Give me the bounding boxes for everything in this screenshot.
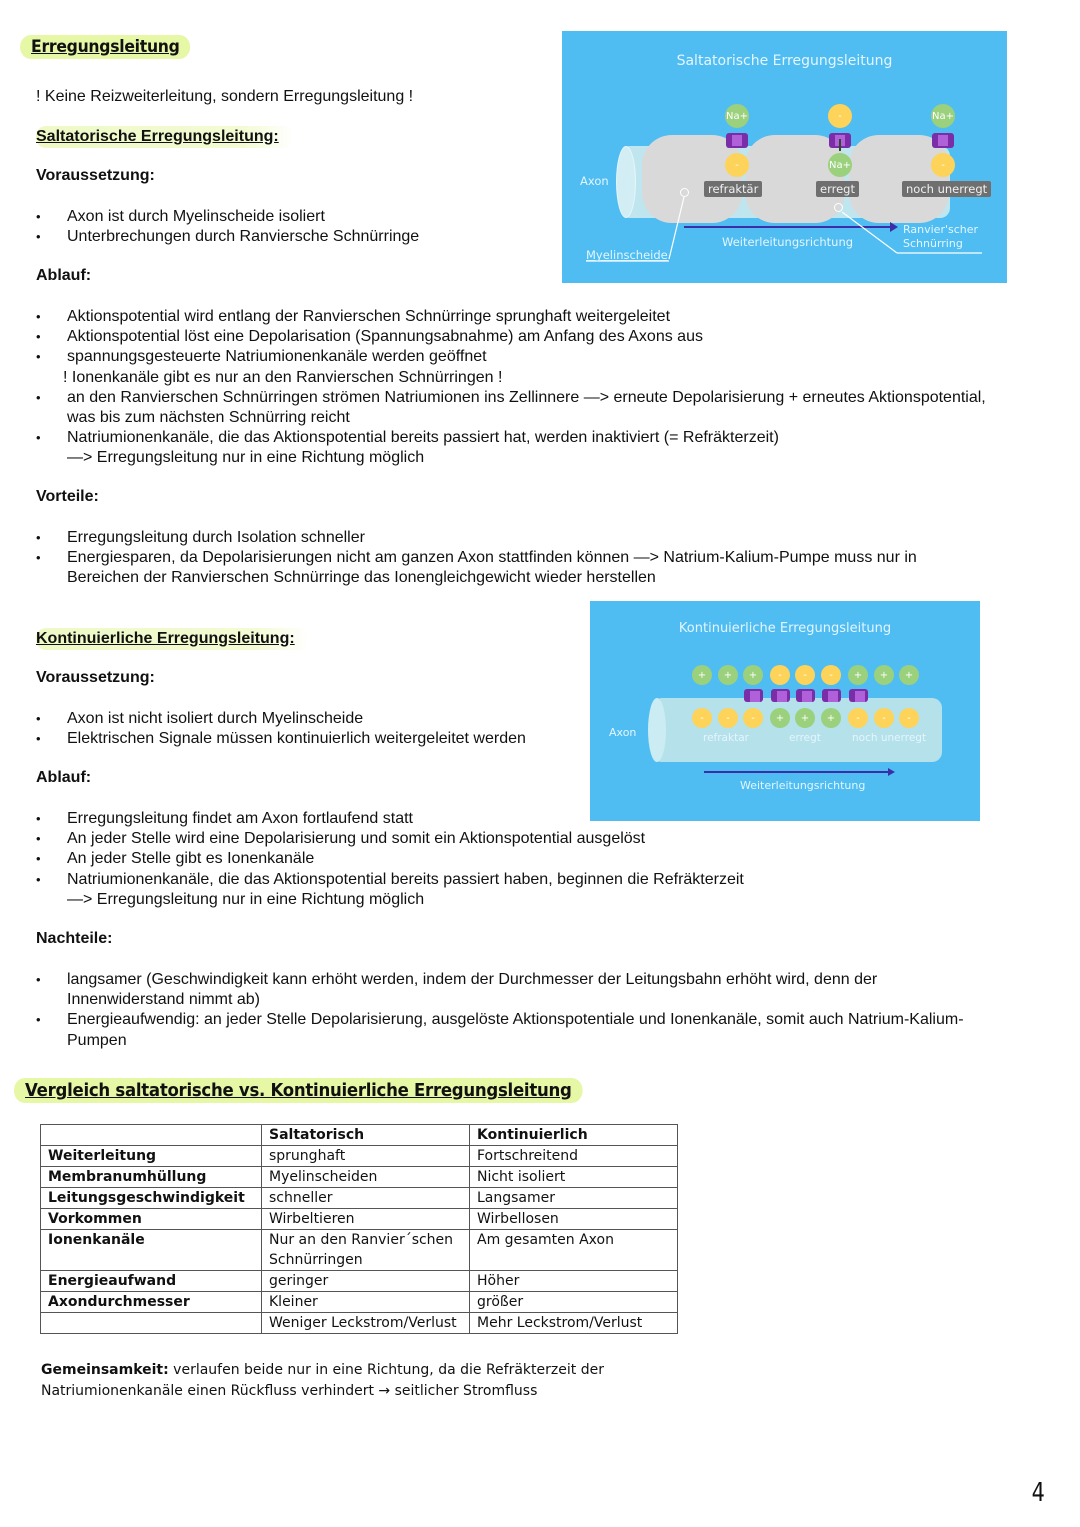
table-header-cell: Kontinuierlich	[470, 1125, 678, 1146]
table-cell: Nur an den Ranvier´schen Schnürringen	[262, 1230, 470, 1271]
row-header	[41, 1313, 262, 1334]
table-row	[41, 1188, 678, 1209]
list-item: • An jeder Stelle wird eine Depolarisierung und somit ein Aktionspotential ausgelöst	[36, 829, 744, 849]
table-cell: Mehr Leckstrom/Verlust	[470, 1313, 678, 1334]
sodium-ion: Na+	[725, 104, 749, 128]
list-item-line: —> Erregungsleitung nur in eine Richtung möglich	[67, 890, 425, 908]
table-header-cell	[41, 1125, 262, 1146]
table-cell: Weniger Leckstrom/Verlust	[262, 1313, 470, 1334]
list-item	[36, 970, 964, 1010]
page-title: Erregungsleitung	[20, 35, 191, 59]
table-cell: schneller	[262, 1188, 470, 1209]
list-item: • Aktionspotential wird entlang der Ranvierschen Schnürringe sprunghaft weitergeleitet	[36, 307, 986, 327]
table-cell: Wirbellosen	[470, 1209, 678, 1230]
list-item: • Erregungsleitung durch Isolation schneller	[36, 528, 917, 548]
kontinuierlich-ablauf-label: Ablauf:	[36, 769, 92, 786]
table-cell: Myelinscheiden	[262, 1167, 470, 1188]
ion-channel-icon	[771, 689, 790, 702]
list-item	[36, 428, 986, 468]
table-cell: Höher	[470, 1271, 678, 1292]
saltatorisch-vorteile-label: Vorteile:	[36, 488, 99, 505]
row-header: Leitungsgeschwindigkeit	[41, 1188, 262, 1209]
kontinuierlich-voraussetzung-list	[36, 709, 526, 749]
row-header: Ionenkanäle	[41, 1230, 262, 1271]
positive-ion: +	[821, 708, 841, 728]
table-cell: Nicht isoliert	[470, 1167, 678, 1188]
ion-channel-icon	[849, 689, 868, 702]
axon-label: Axon	[580, 174, 609, 188]
row-header: Membranumhüllung	[41, 1167, 262, 1188]
direction-arrow-icon	[704, 771, 890, 773]
arrow-head-icon	[888, 768, 895, 776]
table-cell: größer	[470, 1292, 678, 1313]
ion-channel-icon	[744, 689, 763, 702]
negative-ion: -	[692, 708, 712, 728]
list-item: • Unterbrechungen durch Ranviersche Schnürringe	[36, 227, 419, 247]
positive-ion: +	[718, 665, 738, 685]
table-row	[41, 1313, 678, 1334]
negative-ion: -	[795, 665, 815, 685]
gemeinsamkeit-text: verlaufen beide nur in eine Richtung, da die Refräkterzeit der Natriumionenkanäle einen Rückfluss verhindert → seitlicher Stromfluss	[41, 1362, 604, 1399]
ion-channel-icon	[796, 689, 815, 702]
table-cell: Fortschreitend	[470, 1146, 678, 1167]
axon-tube	[652, 698, 942, 762]
state-refraktaer: refraktär	[704, 181, 762, 197]
table-row	[41, 1209, 678, 1230]
state-refraktar: refraktar	[703, 732, 749, 744]
list-item	[36, 548, 917, 588]
table-cell: sprunghaft	[262, 1146, 470, 1167]
axon-label: Axon	[609, 726, 637, 739]
intro-note: ! Keine Reizweiterleitung, sondern Erregungsleitung !	[36, 88, 414, 105]
negative-ion: -	[899, 708, 919, 728]
list-item: • Erregungsleitung findet am Axon fortlaufend statt	[36, 809, 744, 829]
table-row	[41, 1167, 678, 1188]
negative-ion: -	[743, 708, 763, 728]
ion-channel-icon	[822, 689, 841, 702]
list-item	[36, 870, 744, 910]
state-erregt: erregt	[816, 181, 859, 197]
list-item-line: was bis zum nächsten Schnürring reicht	[67, 409, 350, 427]
list-item: • spannungsgesteuerte Natriumionenkanäle werden geöffnet	[36, 347, 986, 367]
kontinuierlich-voraussetzung-label: Voraussetzung:	[36, 669, 155, 686]
row-header: Axondurchmesser	[41, 1292, 262, 1313]
list-item-line: Innenwiderstand nimmt ab)	[67, 991, 260, 1009]
page-number: 4	[1031, 1478, 1045, 1508]
row-header: Weiterleitung	[41, 1146, 262, 1167]
sodium-ion: Na+	[931, 104, 955, 128]
positive-ion: +	[692, 665, 712, 685]
list-item-line: • Energiesparen, da Depolarisierungen nicht am ganzen Axon stattfinden können —> Natrium-Kalium-Pumpe muss nur in	[67, 549, 917, 567]
positive-ion: +	[770, 708, 790, 728]
table-header-row	[41, 1125, 678, 1146]
list-item	[36, 1010, 964, 1050]
diagram-title: Saltatorische Erregungsleitung	[676, 53, 893, 69]
negative-ion: -	[725, 153, 749, 177]
list-item-line: • Natriumionenkanäle, die das Aktionspotential bereits passiert hat, werden inaktiviert (= Refräkterzeit)	[67, 429, 779, 447]
table-cell: Wirbeltieren	[262, 1209, 470, 1230]
saltatorische-diagram	[562, 31, 1007, 283]
list-item-line: • Energieaufwendig: an jeder Stelle Depolarisierung, ausgelöste Aktionspotentiale und Ionenkanäle, somit auch Natrium-Kalium-	[67, 1011, 964, 1029]
list-item: • Elektrischen Signale müssen kontinuierlich weitergeleitet werden	[36, 729, 526, 749]
list-item-line: • Natriumionenkanäle, die das Aktionspotential bereits passiert haben, beginnen die Refräkterzeit	[67, 870, 744, 888]
list-item: • Axon ist nicht isoliert durch Myelinscheide	[36, 709, 526, 729]
saltatorisch-ablauf-label: Ablauf:	[36, 267, 92, 284]
negative-ion: -	[874, 708, 894, 728]
comparison-table	[40, 1124, 678, 1334]
kontinuierlich-ablauf-list	[36, 809, 744, 910]
table-header-cell: Saltatorisch	[262, 1125, 470, 1146]
table-row	[41, 1271, 678, 1292]
node-label-2: Schnürring	[903, 237, 963, 250]
table-row	[41, 1146, 678, 1167]
state-noch-unerregt: noch unerregt	[852, 732, 927, 744]
row-header: Vorkommen	[41, 1209, 262, 1230]
list-item-line: Pumpen	[67, 1031, 127, 1049]
node-label-1: Ranvier'scher	[903, 223, 979, 236]
state-noch-unerregt: noch unerregt	[902, 181, 991, 197]
positive-ion: +	[743, 665, 763, 685]
saltatorisch-voraussetzung-list	[36, 207, 419, 247]
gemeinsamkeit	[41, 1360, 681, 1402]
kontinuierliche-diagram	[590, 601, 980, 821]
list-item-line: • langsamer (Geschwindigkeit kann erhöht werden, indem der Durchmesser der Leitungsbahn erhöht wird, denn der	[67, 971, 878, 988]
saltatorisch-heading: Saltatorische Erregungsleitung:	[36, 126, 293, 148]
saltatorisch-vorteile-list	[36, 528, 917, 589]
list-note: ! Ionenkanäle gibt es nur an den Ranvierschen Schnürringen !	[63, 368, 503, 386]
table-cell: Kleiner	[262, 1292, 470, 1313]
list-item-line: • an den Ranvierschen Schnürringen strömen Natriumionen ins Zellinnere —> erneute Depolarisierung + erneutes Aktionspotential,	[67, 388, 986, 406]
list-item: • Aktionspotential löst eine Depolarisation (Spannungsabnahme) am Anfang des Axons aus	[36, 327, 986, 347]
sodium-ion: Na+	[828, 153, 852, 177]
table-cell: Am gesamten Axon	[470, 1230, 678, 1271]
negative-ion: -	[848, 708, 868, 728]
kontinuierlich-heading: Kontinuierliche Erregungsleitung:	[36, 628, 309, 650]
diagram-title: Kontinuierliche Erregungsleitung	[678, 621, 892, 636]
table-row	[41, 1292, 678, 1313]
list-item: • An jeder Stelle gibt es Ionenkanäle	[36, 849, 744, 869]
list-item-line: Bereichen der Ranvierschen Schnürringe das Ionengleichgewicht wieder herstellen	[67, 569, 656, 587]
list-item	[36, 388, 986, 428]
table-cell: geringer	[262, 1271, 470, 1292]
gemeinsamkeit-label: Gemeinsamkeit:	[41, 1362, 169, 1378]
pointer-circle-icon	[834, 203, 843, 212]
table-row	[41, 1230, 678, 1271]
list-item-line: —> Erregungsleitung nur in eine Richtung möglich	[67, 449, 425, 467]
state-erregt: erregt	[789, 732, 821, 744]
vergleich-heading: Vergleich saltatorische vs. Kontinuierliche Erregungsleitung	[14, 1078, 583, 1103]
table-cell: Langsamer	[470, 1188, 678, 1209]
axon-end	[648, 698, 666, 762]
saltatorisch-ablauf-list	[36, 307, 986, 469]
direction-label: Weiterleitungsrichtung	[722, 235, 854, 249]
negative-ion: -	[821, 665, 841, 685]
negative-ion: -	[931, 153, 955, 177]
row-header: Energieaufwand	[41, 1271, 262, 1292]
negative-ion: -	[770, 665, 790, 685]
list-item: • Axon ist durch Myelinscheide isoliert	[36, 207, 419, 227]
myelin-label: Myelinscheide	[586, 248, 668, 262]
negative-ion: -	[828, 104, 852, 128]
positive-ion: +	[899, 665, 919, 685]
saltatorisch-voraussetzung-label: Voraussetzung:	[36, 167, 155, 184]
positive-ion: +	[795, 708, 815, 728]
kontinuierlich-nachteile-list	[36, 970, 964, 1051]
negative-ion: -	[718, 708, 738, 728]
positive-ion: +	[874, 665, 894, 685]
kontinuierlich-nachteile-label: Nachteile:	[36, 930, 113, 947]
direction-label: Weiterleitungsrichtung	[740, 779, 866, 792]
positive-ion: +	[848, 665, 868, 685]
